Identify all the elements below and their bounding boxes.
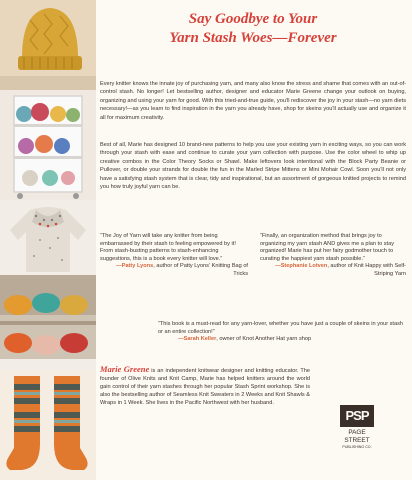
photo-knit-hat — [0, 0, 96, 90]
photo-striped-socks — [0, 370, 96, 480]
photo-column — [0, 0, 96, 480]
publisher-name: PAGE STREET — [344, 429, 370, 444]
quote-author-role: , author of Knit Happy with Self-Striping Yarn — [327, 263, 406, 277]
quote-text: “Finally, an organization method that brings joy to organizing my yarn stash AND gives me a plan to stay organized! Marie has put her fairy godmother touch to curating the happiest yarn stash possible.” — [260, 233, 395, 262]
quote-attribution — [100, 263, 248, 278]
author-bio — [100, 365, 310, 407]
publisher-logo — [340, 405, 374, 461]
quote-sarah-keller — [158, 321, 406, 344]
quote-text: “This book is a must-read for any yarn-lover, whether you have just a couple of skeins in your stash or an entire collection!” — [158, 321, 403, 335]
author-bio-text: is an independent knitwear designer and knitting educator. The founder of Olive Knits and Knit Camp, Marie has helped knitters around the world gain control of their yarn stashes through her popular Stash Sprint workshop. She is also the bestselling author of Seamless Knit Sweaters in 2 Weeks and Knit Shawls & Wraps in 1 Week. She lives in the Pacific Northwest with her husband. — [100, 368, 310, 407]
quote-author-role: , author of Patty Lyons' Knitting Bag of Tricks — [153, 263, 248, 277]
author-name: Marie Greene — [100, 364, 150, 374]
headline-line-2: Yarn Stash Woes—Forever — [169, 30, 337, 46]
quote-attribution — [260, 263, 406, 278]
quote-author: —Stephanie Lotven — [275, 263, 328, 270]
photo-yarn-cart — [0, 90, 96, 200]
publisher-subtitle: PUBLISHING CO. — [342, 445, 372, 449]
quote-patty-lyons — [100, 233, 248, 279]
quote-attribution — [158, 336, 406, 344]
photo-yarn-skeins — [0, 275, 96, 370]
quote-author: —Patty Lyons — [116, 263, 154, 270]
photo-sweater — [0, 200, 96, 275]
intro-paragraph-1: Every knitter knows the innate joy of purchasing yarn, and many also know the stress and shame that comes with an out-of-control stash. No longer! Let bestselling author, designer and educator Marie Greene change your outlook on buying, organizing and using your yarn for good. With this tried-and-true guide, you'll rediscover the joy in your stash—no yarn diets necessary!—as you learn to find inspiration in the yarn you already have, shop for skeins you'll actually use and organize it all for maximum creativity. — [100, 81, 406, 121]
quote-author-role: , owner of Knot Another Hat yarn shop — [216, 336, 312, 343]
intro-paragraph-2: Best of all, Marie has designed 10 brand-new patterns to help you use your existing yarn in exciting ways, so you can work through your stash with ease and continue to curate your yarn collection with purpose. Use the color wheel to whip up creative combos in the Color Theory Socks or Shawl. Make leftovers look intentional with the Block Party Beanie or Pullover, or double your strands for double the fun in the Marled Stripe Mittens or Mini Mohair Cowl. Soon you'll not only have a satisfying stash system that is clear, tidy and inspirational, but an assortment of gorgeous knitted projects to remind you how truly joyful yarn can be. — [100, 142, 406, 191]
publisher-mark: PSP — [340, 405, 374, 427]
quote-text: “The Joy of Yarn will take any knitter from being embarrassed by their stash to feeling empowered by it! From stash-busting patterns to stash-enhancing suggestions, this is a book every knitter will love.” — [100, 233, 236, 262]
quote-stephanie-lotven — [260, 233, 406, 279]
quote-author: —Sarah Keller — [178, 336, 217, 343]
headline-line-1: Say Goodbye to Your — [188, 11, 318, 27]
